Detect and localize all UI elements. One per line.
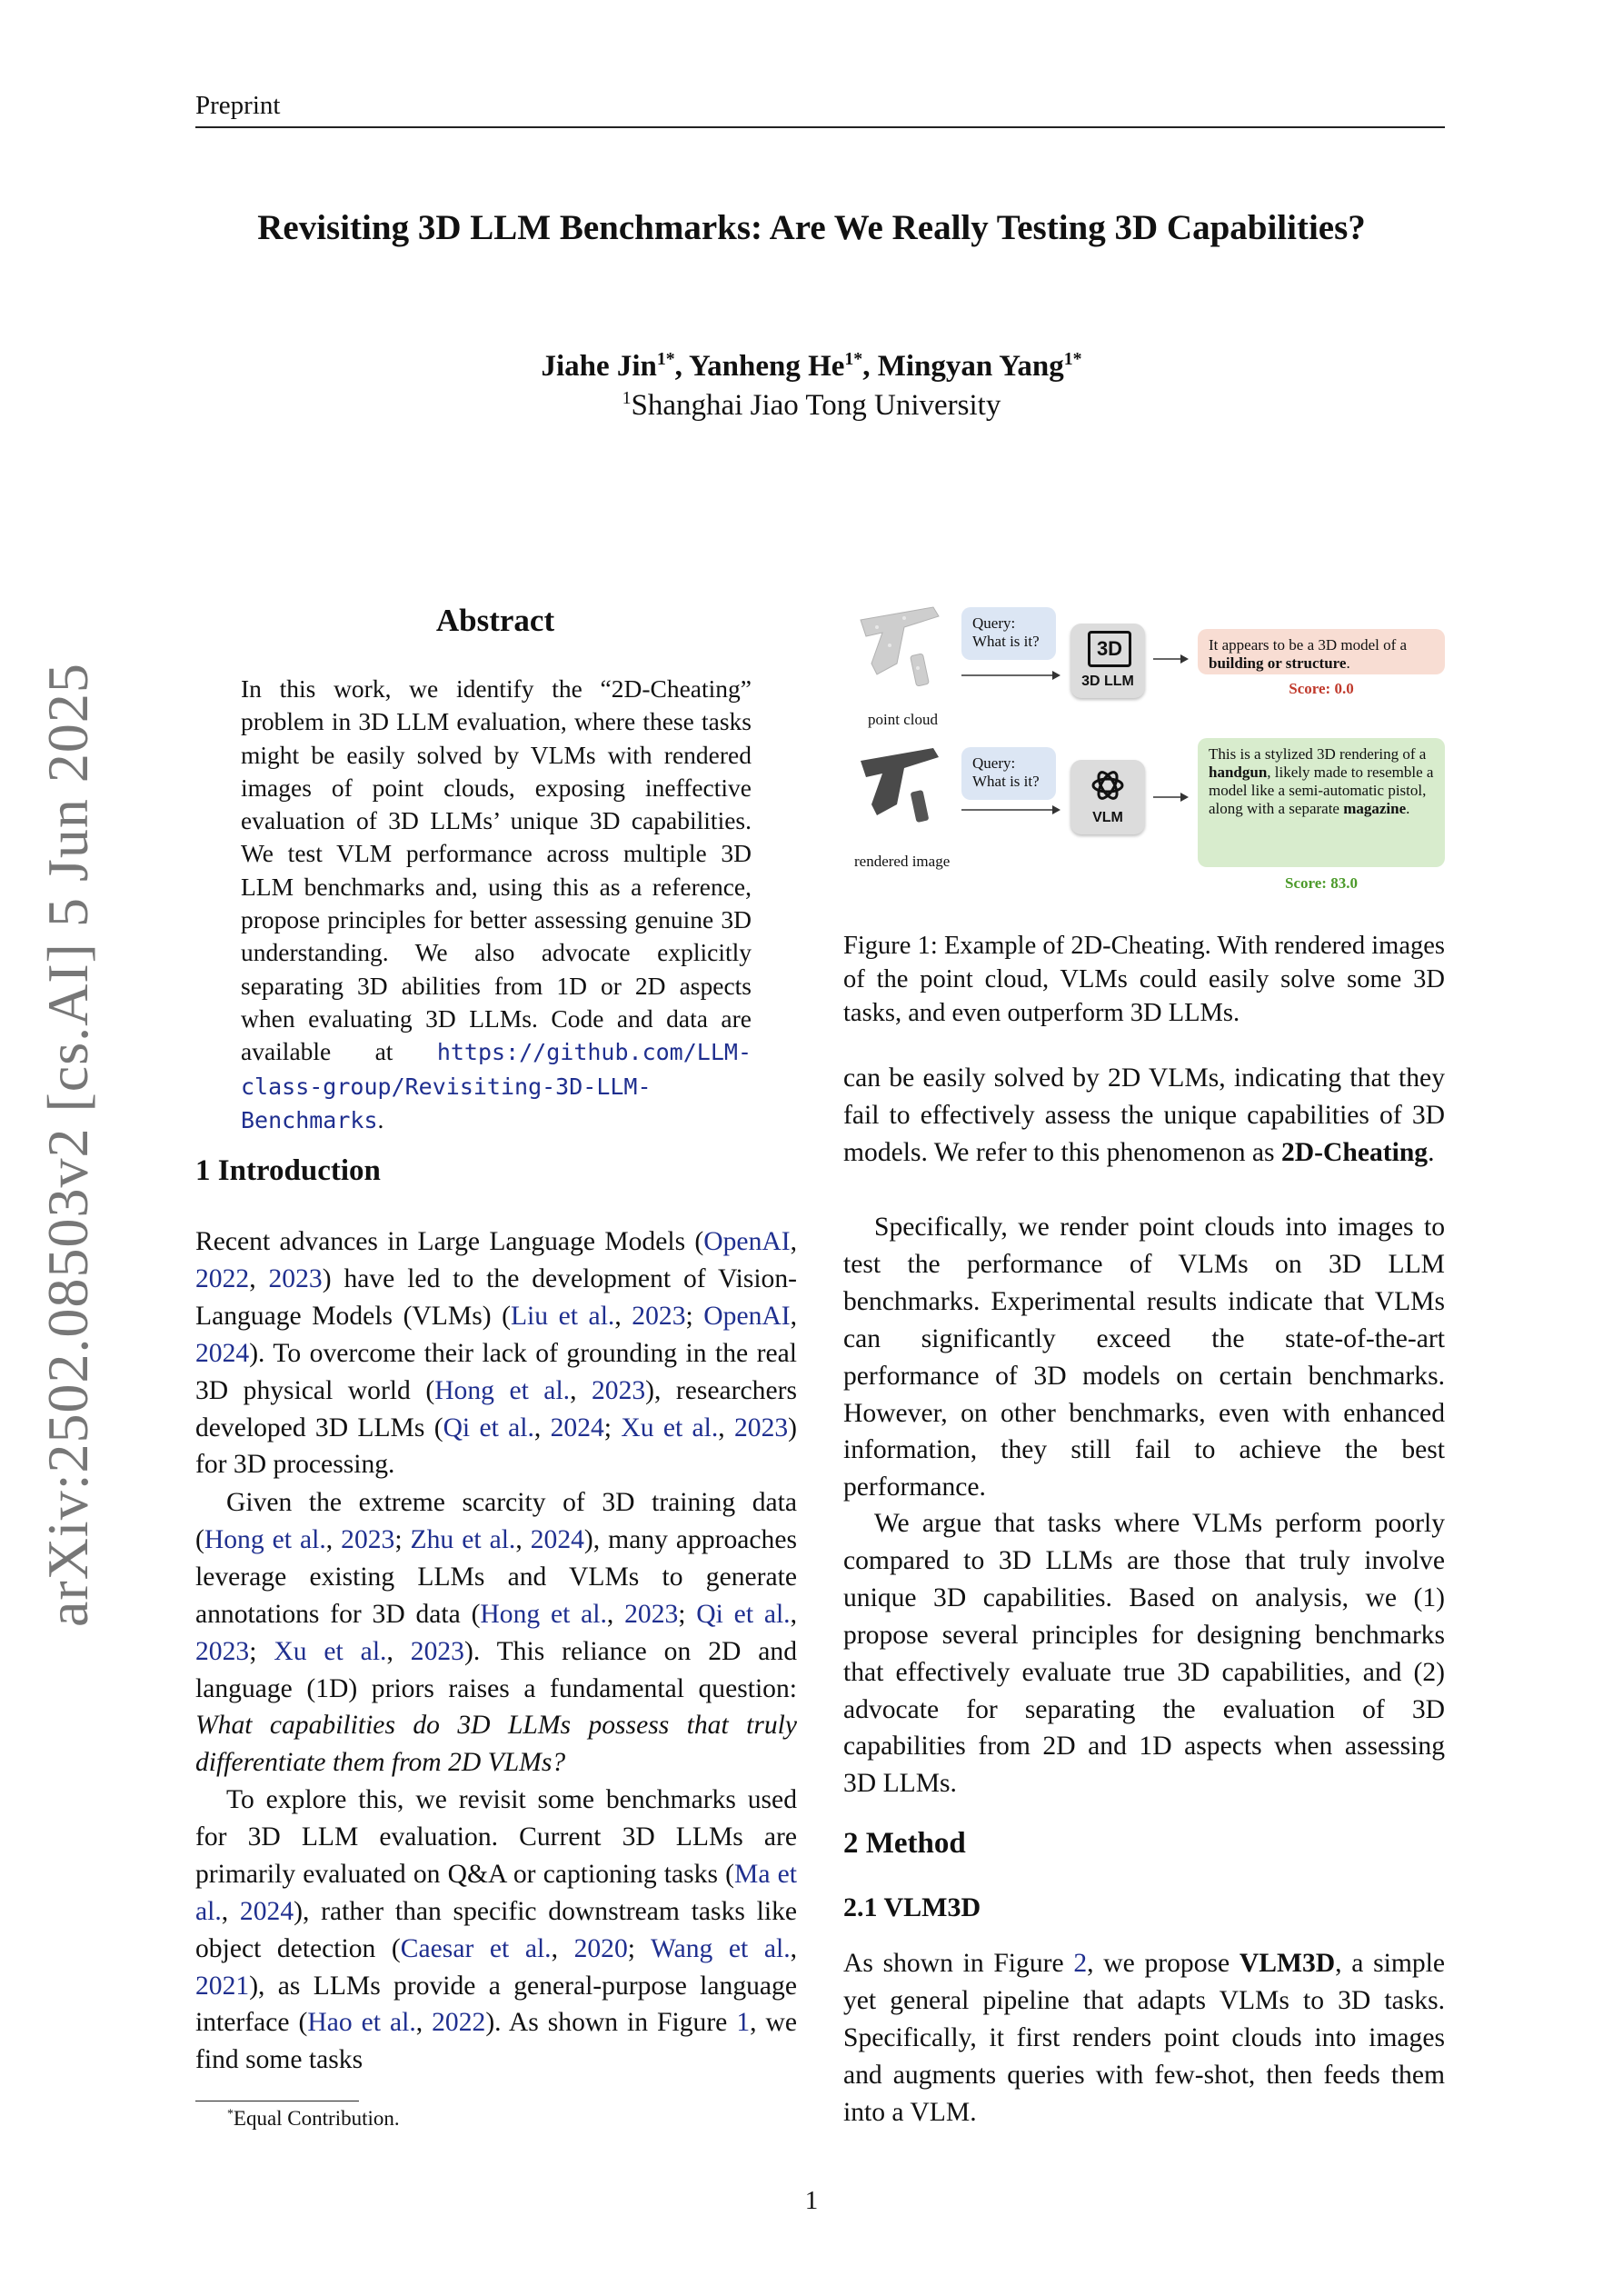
citation-link[interactable]: Wang et al. <box>651 1933 791 1963</box>
text-run: , <box>606 1599 625 1629</box>
citation-link[interactable]: Hong et al. <box>480 1599 607 1629</box>
author-2: Yanheng He <box>688 350 845 383</box>
text-run: ). This reliance on 2D and language (1D) priors raises a fundamental question: <box>195 1636 798 1703</box>
figure-1-caption: Figure 1: Example of 2D-Cheating. With rendered images of the point cloud, VLMs could easily solve some 3D tasks, and even outperform 3D LLMs. <box>843 932 1445 1027</box>
citation-link[interactable]: OpenAI <box>703 1301 791 1331</box>
text-run: ) have led to the development of Vision-Language Models (VLMs) ( <box>195 1263 798 1331</box>
text-run: , <box>386 1636 411 1666</box>
intro-paragraph-2 <box>195 1484 797 1782</box>
text-run: Given the extreme scarcity of 3D training data ( <box>195 1488 797 1554</box>
citation-link[interactable]: 2022 <box>195 1263 250 1293</box>
text-run: , <box>790 1301 798 1331</box>
citation-link[interactable]: Hong et al. <box>434 1375 571 1405</box>
bold-term: 2D-Cheating <box>1280 1137 1429 1167</box>
text-run: , <box>790 1933 797 1963</box>
text-run: ), many approaches leverage existing LLMs and VLMs to generate annotations for 3D data ( <box>195 1524 798 1629</box>
arrow-right-icon <box>1153 653 1190 665</box>
rendered-image-label: rendered image <box>854 853 951 870</box>
3d-llm-icon: 3D 3D LLM <box>1070 624 1145 698</box>
text-run: ; <box>394 1524 411 1554</box>
citation-link[interactable]: Zhu et al. <box>410 1524 516 1554</box>
text-run: , <box>533 1413 551 1442</box>
arxiv-identifier: arXiv:2502.08503v2 [cs.AI] 5 Jun 2025 <box>35 663 100 1627</box>
score-3d-llm: Score: 0.0 <box>1289 680 1354 697</box>
text-run: Specifically, we render point clouds into images to test the performance of VLMs on 3D LLM benchmarks. Experimental results indicate that VLMs can significantly exceed the state-of-the-art performance of 3D models on certain benchmarks. However, on other benchmarks, even with enhanced information, they still fail to achieve the best performance. <box>843 1213 1445 1502</box>
citation-link[interactable]: Qi et al. <box>443 1413 534 1442</box>
citation-link[interactable]: Caesar et al. <box>400 1933 552 1963</box>
right-paragraph-4 <box>843 1945 1445 2131</box>
text-run: can be easily solved by 2D VLMs, indicating that they fail to effectively assess the unique capabilities of 3D models. We refer to this phenomenon as <box>843 1063 1445 1167</box>
citation-link[interactable]: 2023 <box>632 1301 686 1331</box>
citation-link[interactable]: 1 <box>736 2008 751 2038</box>
citation-link[interactable]: 2024 <box>550 1413 604 1442</box>
arrow-right-icon <box>961 804 1061 816</box>
text-run: , <box>790 1599 797 1629</box>
citation-link[interactable]: Liu et al. <box>510 1301 615 1331</box>
paper-title: Revisiting 3D LLM Benchmarks: Are We Really Testing 3D Capabilities? <box>257 208 1366 247</box>
arrow-right-icon <box>1153 791 1190 804</box>
arrow-right-icon <box>961 669 1061 682</box>
intro-paragraph-1 <box>195 1223 797 1483</box>
openai-logo-icon <box>1090 767 1126 804</box>
query-bubble-top: Query: What is it? <box>961 607 1056 660</box>
citation-link[interactable]: 2024 <box>239 1896 294 1926</box>
point-cloud-label: point cloud <box>868 711 938 728</box>
text-run: , <box>515 1524 531 1554</box>
running-header: Preprint <box>195 91 1445 128</box>
citation-link[interactable]: Qi et al. <box>696 1599 791 1629</box>
text-run: , <box>614 1301 632 1331</box>
citation-link[interactable]: 2021 <box>195 1971 250 2001</box>
text-run: ), as LLMs provide a general-purpose language interface ( <box>195 1971 797 2038</box>
answer-bubble-3d-llm: It appears to be a 3D model of a building or structure. <box>1198 629 1445 674</box>
text-run: ) for 3D processing. <box>195 1413 798 1480</box>
citation-link[interactable]: 2022 <box>432 2008 486 2038</box>
text-run: , we propose <box>1087 1949 1240 1978</box>
abstract-text: In this work, we identify the “2D-Cheating” problem in 3D LLM evaluation, where these tasks might be easily solved by VLMs with rendered images of point clouds, exposing ineffective evaluation of 3D LLMs’ unique 3D capabilities. We test VLM performance across multiple 3D LLM benchmarks and, using this as a reference, propose principles for better assessing genuine 3D understanding. We also advocate explicitly separating 3D abilities from 1D or 2D aspects when evaluating 3D LLMs. Code and data are available at https://github.com/LLM-class-group/Revisiting-3D-LLM-Benchmarks. <box>241 674 752 1133</box>
text-run: ), researchers developed 3D LLMs ( <box>195 1375 797 1442</box>
citation-link[interactable]: 2024 <box>195 1338 250 1368</box>
citation-link[interactable]: 2 <box>1073 1949 1088 1978</box>
rendered-gun-image <box>850 741 954 841</box>
text-run: , <box>790 1227 797 1256</box>
point-cloud-gun-image <box>850 600 954 707</box>
citation-link[interactable]: 2023 <box>268 1263 323 1293</box>
text-run: ). To overcome their lack of grounding in the real 3D physical world ( <box>195 1338 797 1405</box>
text-run: ; <box>627 1933 652 1963</box>
text-run: , <box>325 1524 342 1554</box>
intro-heading: 1 Introduction <box>195 1154 381 1187</box>
bold-term: VLM3D <box>1239 1949 1336 1978</box>
text-run: , <box>718 1413 734 1442</box>
author-list: Jiahe Jin$^{1*}$, Yanheng $He^{1*}$, Mingyan Yang$^{1*}$ <box>541 349 1082 383</box>
method-heading: 2 Method <box>843 1827 966 1860</box>
citation-link[interactable]: Hong et al. <box>204 1524 326 1554</box>
score-vlm: Score: 83.0 <box>1285 874 1358 892</box>
code-repository-link[interactable]: https://github.com/LLM-class-group/Revisiting-3D-LLM-Benchmarks <box>241 1039 752 1133</box>
right-paragraph-1 <box>843 1060 1445 1172</box>
intro-paragraph-3 <box>195 1782 797 2079</box>
emphasized-question: What capabilities do 3D LLMs possess that truly differentiate them from 2D VLMs? <box>195 1711 797 1778</box>
abstract-heading: Abstract <box>435 603 555 638</box>
affiliation: $^1$Shanghai Jiao Tong University <box>622 388 1001 422</box>
text-run: As shown in Figure <box>843 1949 1074 1978</box>
answer-bubble-vlm: This is a stylized 3D rendering of a handgun, likely made to resemble a model like a semi-automatic pistol, along with a separate magazine. <box>1198 738 1445 867</box>
query-bubble-bottom: Query: What is it? <box>961 747 1056 800</box>
text-run: , <box>570 1375 592 1405</box>
citation-link[interactable]: 2023 <box>195 1636 250 1666</box>
text-run: , <box>221 1896 240 1926</box>
text-run: , we find some tasks <box>195 2008 797 2075</box>
page-number: 1 <box>804 2186 819 2215</box>
text-run: We argue that tasks where VLMs perform poorly compared to 3D LLMs are those that truly involve unique 3D capabilities. Based on analysis, we (1) propose several principles for designing benchmarks that effectively evaluate true 3D capabilities, and (2) advocate for separating the evaluation of 3D capabilities from 2D and 1D aspects when assessing 3D LLMs. <box>843 1509 1445 1799</box>
citation-link[interactable]: 2024 <box>530 1524 584 1554</box>
citation-link[interactable]: Hao et al. <box>307 2008 416 2038</box>
citation-link[interactable]: 2023 <box>733 1413 789 1442</box>
citation-link[interactable]: Xu et al. <box>274 1636 387 1666</box>
right-paragraph-3 <box>843 1505 1445 1802</box>
text-run: , <box>415 2008 433 2038</box>
right-paragraph-2 <box>843 1209 1445 1506</box>
text-run: , a simple yet general pipeline that adapts VLMs to 3D tasks. Specifically, it first renders point clouds into images and augments queries with few-shot, then feeds them into a VLM. <box>843 1949 1446 2127</box>
text-run: ). As shown in Figure <box>485 2008 737 2038</box>
text-run: ; <box>685 1301 704 1331</box>
citation-link[interactable]: OpenAI <box>703 1227 791 1256</box>
text-run: ; <box>678 1599 697 1629</box>
citation-link[interactable]: 2023 <box>591 1375 646 1405</box>
text-run: To explore this, we revisit some benchmarks used for 3D LLM evaluation. Current 3D LLMs are primarily evaluated on Q&A or captioning tasks ( <box>195 1785 797 1889</box>
vlm3d-subheading: 2.1 VLM3D <box>843 1892 981 1922</box>
text-run: . <box>1428 1137 1435 1167</box>
author-3: Mingyan Yang <box>877 350 1064 383</box>
text-run: , <box>551 1933 574 1963</box>
author-1: Jiahe Jin <box>541 350 657 383</box>
figure-1 <box>850 600 1445 909</box>
text-run: ; <box>603 1413 622 1442</box>
citation-link[interactable]: Xu et al. <box>621 1413 719 1442</box>
citation-link[interactable]: 2020 <box>573 1933 628 1963</box>
citation-link[interactable]: Ma et al. <box>195 1859 797 1926</box>
footnote: *Equal Contribution. <box>227 2106 400 2130</box>
text-run: , <box>249 1263 269 1293</box>
text-run: ; <box>249 1636 274 1666</box>
text-run: ), rather than specific downstream tasks like object detection ( <box>195 1896 798 1963</box>
citation-link[interactable]: 2023 <box>410 1636 464 1666</box>
text-run: Recent advances in Large Language Models ( <box>195 1227 704 1256</box>
citation-link[interactable]: 2023 <box>341 1524 395 1554</box>
vlm-icon: VLM <box>1070 760 1145 834</box>
citation-link[interactable]: 2023 <box>624 1599 679 1629</box>
